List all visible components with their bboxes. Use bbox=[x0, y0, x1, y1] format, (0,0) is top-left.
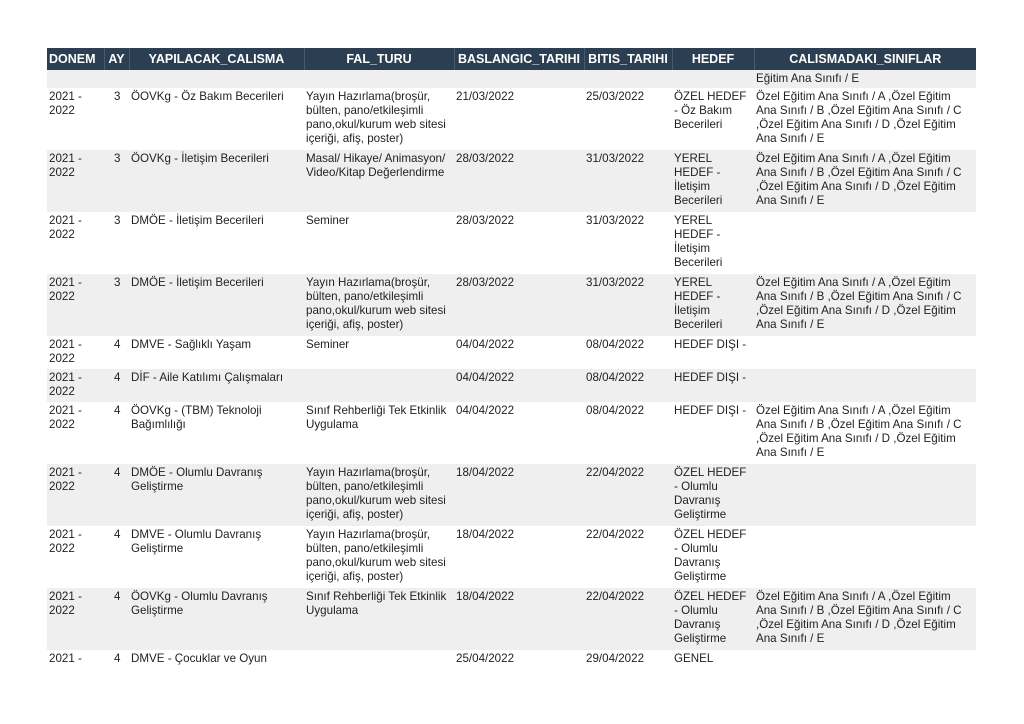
cell-yapilacak-calisma: DMÖE - Olumlu Davranış Geliştirme bbox=[129, 464, 304, 526]
cell-ay: 4 bbox=[104, 464, 129, 526]
table-row bbox=[47, 402, 976, 464]
cell-calismadaki-siniflar bbox=[754, 464, 976, 526]
cell-baslangic-tarihi: 18/04/2022 bbox=[454, 526, 584, 588]
table-row bbox=[47, 526, 976, 588]
table-row bbox=[47, 212, 976, 274]
column-header-donem: DONEM bbox=[47, 48, 104, 70]
column-header-baslangic-tarihi: BASLANGIC_TARIHI bbox=[454, 48, 584, 70]
cell-bitis-tarihi: 08/04/2022 bbox=[584, 369, 672, 402]
cell-yapilacak-calisma bbox=[129, 70, 304, 88]
column-header-fal-turu: FAL_TURU bbox=[304, 48, 454, 70]
cell-ay: 4 bbox=[104, 336, 129, 369]
table-row bbox=[47, 464, 976, 526]
header-row bbox=[47, 48, 976, 70]
cell-donem: 2021 - 2022 bbox=[47, 88, 104, 150]
column-header-ay: AY bbox=[104, 48, 129, 70]
cell-hedef: ÖZEL HEDEF - Olumlu Davranış Geliştirme bbox=[672, 588, 754, 650]
cell-bitis-tarihi: 25/03/2022 bbox=[584, 88, 672, 150]
cell-bitis-tarihi: 22/04/2022 bbox=[584, 464, 672, 526]
cell-bitis-tarihi: 31/03/2022 bbox=[584, 150, 672, 212]
table-row bbox=[47, 274, 976, 336]
cell-donem: 2021 - 2022 bbox=[47, 526, 104, 588]
cell-ay: 3 bbox=[104, 150, 129, 212]
cell-calismadaki-siniflar bbox=[754, 212, 976, 274]
column-header-bitis-tarihi: BITIS_TARIHI bbox=[584, 48, 672, 70]
cell-baslangic-tarihi: 18/04/2022 bbox=[454, 588, 584, 650]
cell-yapilacak-calisma: DMÖE - İletişim Becerileri bbox=[129, 212, 304, 274]
cell-baslangic-tarihi: 21/03/2022 bbox=[454, 88, 584, 150]
column-header-hedef: HEDEF bbox=[672, 48, 754, 70]
cell-yapilacak-calisma: DMVE - Çocuklar ve Oyun bbox=[129, 650, 304, 683]
cell-ay: 4 bbox=[104, 526, 129, 588]
cell-hedef: ÖZEL HEDEF - Öz Bakım Becerileri bbox=[672, 88, 754, 150]
cell-yapilacak-calisma: DMVE - Sağlıklı Yaşam bbox=[129, 336, 304, 369]
cell-donem: 2021 - 2022 bbox=[47, 212, 104, 274]
cell-ay: 4 bbox=[104, 650, 129, 683]
cell-calismadaki-siniflar: Eğitim Ana Sınıfı / E bbox=[754, 70, 976, 88]
cell-baslangic-tarihi: 28/03/2022 bbox=[454, 150, 584, 212]
table-row bbox=[47, 88, 976, 150]
cell-fal-turu: Yayın Hazırlama(broşür, bülten, pano/etkileşimli pano,okul/kurum web sitesi içeriği, afiş, poster) bbox=[304, 274, 454, 336]
table-row bbox=[47, 650, 976, 683]
cell-fal-turu bbox=[304, 70, 454, 88]
cell-ay: 3 bbox=[104, 274, 129, 336]
table-row bbox=[47, 150, 976, 212]
cell-baslangic-tarihi: 18/04/2022 bbox=[454, 464, 584, 526]
cell-hedef: HEDEF DIŞI - bbox=[672, 402, 754, 464]
cell-ay: 3 bbox=[104, 212, 129, 274]
cell-calismadaki-siniflar: Özel Eğitim Ana Sınıfı / A ,Özel Eğitim Ana Sınıfı / B ,Özel Eğitim Ana Sınıfı / C ,Özel Eğitim Ana Sınıfı / D ,Özel Eğitim Ana Sınıfı / E bbox=[754, 274, 976, 336]
cell-baslangic-tarihi: 04/04/2022 bbox=[454, 369, 584, 402]
column-header-calismadaki-siniflar: CALISMADAKI_SINIFLAR bbox=[754, 48, 976, 70]
cell-donem: 2021 - 2022 bbox=[47, 588, 104, 650]
cell-calismadaki-siniflar: Özel Eğitim Ana Sınıfı / A ,Özel Eğitim Ana Sınıfı / B ,Özel Eğitim Ana Sınıfı / C ,Özel Eğitim Ana Sınıfı / D ,Özel Eğitim Ana Sınıfı / E bbox=[754, 88, 976, 150]
cell-hedef: YEREL HEDEF - İletişim Becerileri bbox=[672, 274, 754, 336]
cell-donem bbox=[47, 70, 104, 88]
cell-ay: 4 bbox=[104, 402, 129, 464]
cell-baslangic-tarihi: 25/04/2022 bbox=[454, 650, 584, 683]
cell-fal-turu: Seminer bbox=[304, 212, 454, 274]
table-row bbox=[47, 588, 976, 650]
cell-donem: 2021 - bbox=[47, 650, 104, 683]
cell-yapilacak-calisma: ÖOVKg - Olumlu Davranış Geliştirme bbox=[129, 588, 304, 650]
cell-ay: 4 bbox=[104, 369, 129, 402]
cell-hedef: YEREL HEDEF - İletişim Becerileri bbox=[672, 150, 754, 212]
cell-hedef: HEDEF DIŞI - bbox=[672, 369, 754, 402]
cell-baslangic-tarihi: 28/03/2022 bbox=[454, 212, 584, 274]
cell-donem: 2021 - 2022 bbox=[47, 274, 104, 336]
cell-donem: 2021 - 2022 bbox=[47, 402, 104, 464]
cell-yapilacak-calisma: DİF - Aile Katılımı Çalışmaları bbox=[129, 369, 304, 402]
cell-bitis-tarihi: 08/04/2022 bbox=[584, 336, 672, 369]
cell-yapilacak-calisma: DMVE - Olumlu Davranış Geliştirme bbox=[129, 526, 304, 588]
cell-ay bbox=[104, 70, 129, 88]
cell-donem: 2021 - 2022 bbox=[47, 150, 104, 212]
cell-ay: 4 bbox=[104, 588, 129, 650]
cell-donem: 2021 - 2022 bbox=[47, 336, 104, 369]
cell-baslangic-tarihi: 04/04/2022 bbox=[454, 402, 584, 464]
column-header-yapilacak-calisma: YAPILACAK_CALISMA bbox=[129, 48, 304, 70]
cell-yapilacak-calisma: ÖOVKg - Öz Bakım Becerileri bbox=[129, 88, 304, 150]
cell-bitis-tarihi: 31/03/2022 bbox=[584, 212, 672, 274]
cell-bitis-tarihi: 31/03/2022 bbox=[584, 274, 672, 336]
cell-hedef: ÖZEL HEDEF - Olumlu Davranış Geliştirme bbox=[672, 464, 754, 526]
table-row-partial bbox=[47, 70, 976, 88]
cell-fal-turu bbox=[304, 369, 454, 402]
cell-yapilacak-calisma: DMÖE - İletişim Becerileri bbox=[129, 274, 304, 336]
cell-hedef: GENEL bbox=[672, 650, 754, 683]
cell-calismadaki-siniflar: Özel Eğitim Ana Sınıfı / A ,Özel Eğitim Ana Sınıfı / B ,Özel Eğitim Ana Sınıfı / C ,Özel Eğitim Ana Sınıfı / D ,Özel Eğitim Ana Sınıfı / E bbox=[754, 150, 976, 212]
cell-baslangic-tarihi: 04/04/2022 bbox=[454, 336, 584, 369]
cell-bitis-tarihi: 08/04/2022 bbox=[584, 402, 672, 464]
cell-yapilacak-calisma: ÖOVKg - (TBM) Teknoloji Bağımlılığı bbox=[129, 402, 304, 464]
cell-fal-turu bbox=[304, 650, 454, 683]
cell-bitis-tarihi bbox=[584, 70, 672, 88]
cell-bitis-tarihi: 22/04/2022 bbox=[584, 588, 672, 650]
cell-bitis-tarihi: 29/04/2022 bbox=[584, 650, 672, 683]
cell-hedef bbox=[672, 70, 754, 88]
cell-ay: 3 bbox=[104, 88, 129, 150]
data-table bbox=[47, 48, 976, 683]
cell-fal-turu: Seminer bbox=[304, 336, 454, 369]
cell-bitis-tarihi: 22/04/2022 bbox=[584, 526, 672, 588]
cell-baslangic-tarihi: 28/03/2022 bbox=[454, 274, 584, 336]
cell-hedef: YEREL HEDEF - İletişim Becerileri bbox=[672, 212, 754, 274]
cell-calismadaki-siniflar bbox=[754, 336, 976, 369]
cell-yapilacak-calisma: ÖOVKg - İletişim Becerileri bbox=[129, 150, 304, 212]
cell-hedef: HEDEF DIŞI - bbox=[672, 336, 754, 369]
cell-calismadaki-siniflar bbox=[754, 369, 976, 402]
cell-donem: 2021 - 2022 bbox=[47, 369, 104, 402]
cell-hedef: ÖZEL HEDEF - Olumlu Davranış Geliştirme bbox=[672, 526, 754, 588]
table-row bbox=[47, 369, 976, 402]
cell-donem: 2021 - 2022 bbox=[47, 464, 104, 526]
cell-fal-turu: Sınıf Rehberliği Tek Etkinlik Uygulama bbox=[304, 402, 454, 464]
cell-fal-turu: Sınıf Rehberliği Tek Etkinlik Uygulama bbox=[304, 588, 454, 650]
cell-fal-turu: Yayın Hazırlama(broşür, bülten, pano/etkileşimli pano,okul/kurum web sitesi içeriği, afiş, poster) bbox=[304, 464, 454, 526]
cell-calismadaki-siniflar: Özel Eğitim Ana Sınıfı / A ,Özel Eğitim Ana Sınıfı / B ,Özel Eğitim Ana Sınıfı / C ,Özel Eğitim Ana Sınıfı / D ,Özel Eğitim Ana Sınıfı / E bbox=[754, 588, 976, 650]
cell-calismadaki-siniflar bbox=[754, 526, 976, 588]
cell-baslangic-tarihi bbox=[454, 70, 584, 88]
cell-fal-turu: Masal/ Hikaye/ Animasyon/ Video/Kitap Değerlendirme bbox=[304, 150, 454, 212]
cell-fal-turu: Yayın Hazırlama(broşür, bülten, pano/etkileşimli pano,okul/kurum web sitesi içeriği, afiş, poster) bbox=[304, 88, 454, 150]
cell-fal-turu: Yayın Hazırlama(broşür, bülten, pano/etkileşimli pano,okul/kurum web sitesi içeriği, afiş, poster) bbox=[304, 526, 454, 588]
table-row bbox=[47, 336, 976, 369]
cell-calismadaki-siniflar bbox=[754, 650, 976, 683]
cell-calismadaki-siniflar: Özel Eğitim Ana Sınıfı / A ,Özel Eğitim Ana Sınıfı / B ,Özel Eğitim Ana Sınıfı / C ,Özel Eğitim Ana Sınıfı / D ,Özel Eğitim Ana Sınıfı / E bbox=[754, 402, 976, 464]
